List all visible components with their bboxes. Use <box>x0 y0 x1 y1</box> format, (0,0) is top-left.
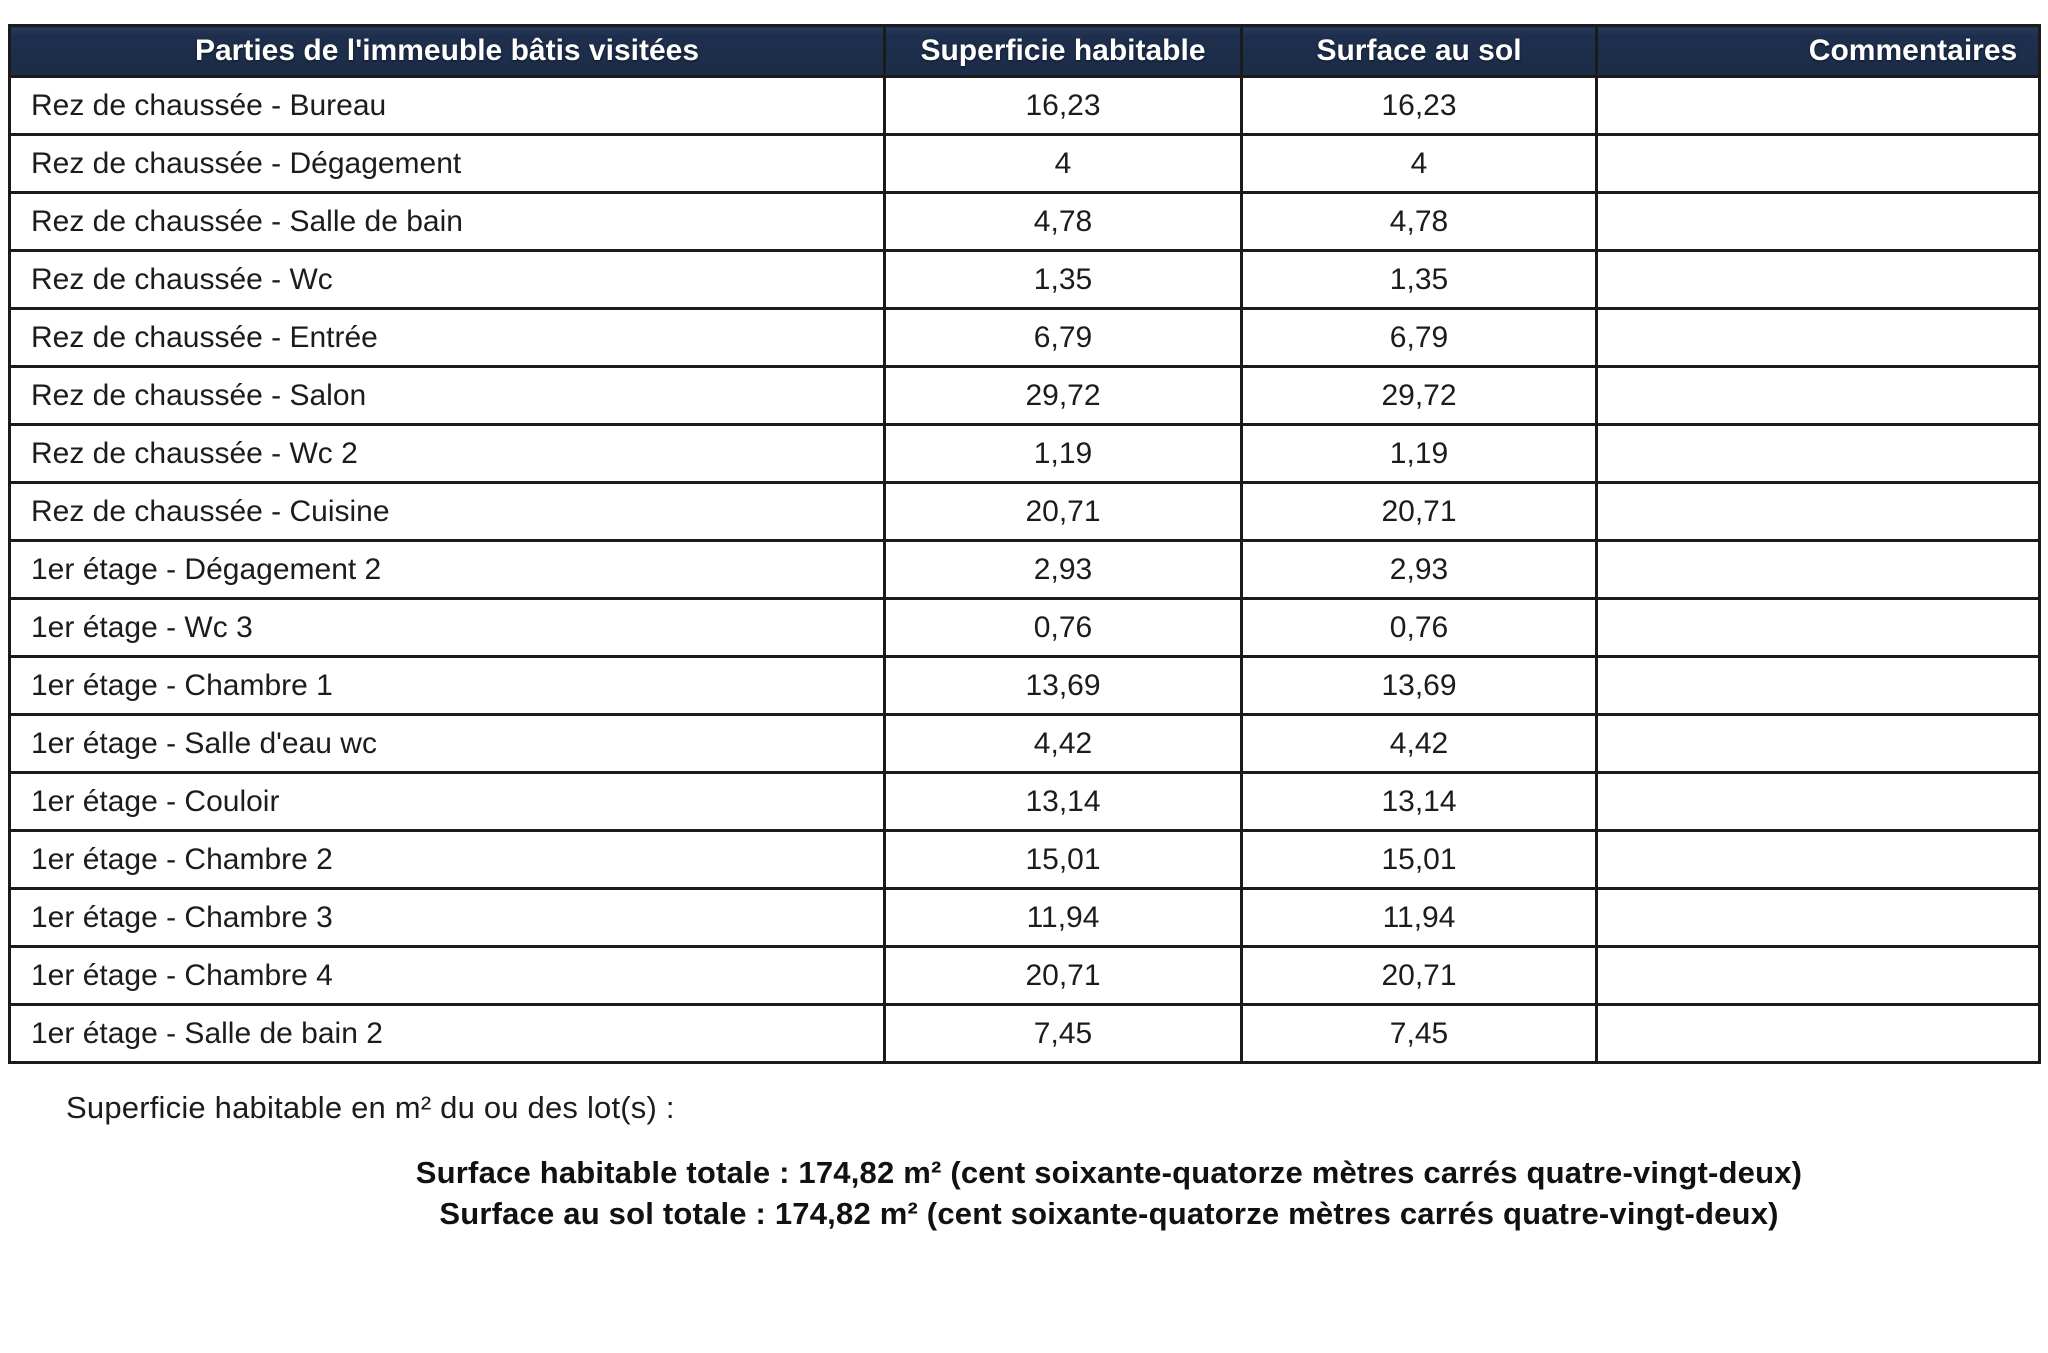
room-label: 1er étage - Dégagement 2 <box>10 541 885 599</box>
superficie-habitable-value: 20,71 <box>885 947 1242 1005</box>
superficie-habitable-value: 6,79 <box>885 309 1242 367</box>
superficie-habitable-value: 15,01 <box>885 831 1242 889</box>
superficie-habitable-value: 13,69 <box>885 657 1242 715</box>
table-row <box>10 889 2040 947</box>
room-label: Rez de chaussée - Wc 2 <box>10 425 885 483</box>
comment-cell <box>1597 773 2040 831</box>
comment-cell <box>1597 77 2040 135</box>
comment-cell <box>1597 657 2040 715</box>
table-row <box>10 947 2040 1005</box>
comment-cell <box>1597 889 2040 947</box>
comment-cell <box>1597 831 2040 889</box>
surface-au-sol-value: 4 <box>1242 135 1597 193</box>
table-header-row <box>10 26 2040 77</box>
room-label: 1er étage - Salle d'eau wc <box>10 715 885 773</box>
superficie-habitable-value: 7,45 <box>885 1005 1242 1063</box>
header-surface-au-sol: Surface au sol <box>1242 26 1597 77</box>
superficie-habitable-value: 1,35 <box>885 251 1242 309</box>
surface-au-sol-value: 1,35 <box>1242 251 1597 309</box>
comment-cell <box>1597 309 2040 367</box>
header-parties-immeuble: Parties de l'immeuble bâtis visitées <box>10 26 885 77</box>
comment-cell <box>1597 135 2040 193</box>
surface-au-sol-value: 15,01 <box>1242 831 1597 889</box>
table-row <box>10 599 2040 657</box>
table-row <box>10 773 2040 831</box>
table-row <box>10 367 2040 425</box>
surface-au-sol-value: 11,94 <box>1242 889 1597 947</box>
header-commentaires: Commentaires <box>1597 26 2040 77</box>
surface-au-sol-value: 13,69 <box>1242 657 1597 715</box>
comment-cell <box>1597 251 2040 309</box>
table-row <box>10 309 2040 367</box>
total-surface-au-sol: Surface au sol totale : 174,82 m² (cent soixante-quatorze mètres carrés quatre-vingt-deux) <box>439 1196 1779 1231</box>
superficie-habitable-value: 29,72 <box>885 367 1242 425</box>
header-superficie-habitable: Superficie habitable <box>885 26 1242 77</box>
table-row <box>10 135 2040 193</box>
room-label: 1er étage - Chambre 3 <box>10 889 885 947</box>
room-label: Rez de chaussée - Salon <box>10 367 885 425</box>
superficie-habitable-value: 1,19 <box>885 425 1242 483</box>
room-label: Rez de chaussée - Bureau <box>10 77 885 135</box>
surface-au-sol-value: 2,93 <box>1242 541 1597 599</box>
superficie-habitable-value: 2,93 <box>885 541 1242 599</box>
surface-au-sol-value: 1,19 <box>1242 425 1597 483</box>
table-row <box>10 193 2040 251</box>
room-label: Rez de chaussée - Cuisine <box>10 483 885 541</box>
superficie-habitable-value: 11,94 <box>885 889 1242 947</box>
surface-au-sol-value: 6,79 <box>1242 309 1597 367</box>
lots-caption: Superficie habitable en m² du ou des lot(s) : <box>66 1090 675 1125</box>
surface-au-sol-value: 0,76 <box>1242 599 1597 657</box>
superficie-habitable-value: 20,71 <box>885 483 1242 541</box>
room-label: 1er étage - Couloir <box>10 773 885 831</box>
surface-measurement-table <box>8 24 2041 1064</box>
room-label: Rez de chaussée - Entrée <box>10 309 885 367</box>
table-row <box>10 77 2040 135</box>
table-row <box>10 831 2040 889</box>
room-label: 1er étage - Salle de bain 2 <box>10 1005 885 1063</box>
superficie-habitable-value: 16,23 <box>885 77 1242 135</box>
surface-au-sol-value: 16,23 <box>1242 77 1597 135</box>
table-row <box>10 425 2040 483</box>
surface-au-sol-value: 13,14 <box>1242 773 1597 831</box>
comment-cell <box>1597 1005 2040 1063</box>
table-row <box>10 251 2040 309</box>
table-row <box>10 657 2040 715</box>
superficie-habitable-value: 0,76 <box>885 599 1242 657</box>
total-surface-habitable: Surface habitable totale : 174,82 m² (cent soixante-quatorze mètres carrés quatre-vingt-deux) <box>415 1155 1803 1190</box>
room-label: 1er étage - Chambre 4 <box>10 947 885 1005</box>
surface-au-sol-value: 4,78 <box>1242 193 1597 251</box>
table-body <box>10 77 2040 1063</box>
table-row <box>10 483 2040 541</box>
surface-au-sol-value: 20,71 <box>1242 947 1597 1005</box>
surface-au-sol-value: 7,45 <box>1242 1005 1597 1063</box>
room-label: Rez de chaussée - Salle de bain <box>10 193 885 251</box>
room-label: 1er étage - Wc 3 <box>10 599 885 657</box>
comment-cell <box>1597 541 2040 599</box>
room-label: 1er étage - Chambre 2 <box>10 831 885 889</box>
comment-cell <box>1597 947 2040 1005</box>
room-label: Rez de chaussée - Wc <box>10 251 885 309</box>
surface-au-sol-value: 4,42 <box>1242 715 1597 773</box>
comment-cell <box>1597 367 2040 425</box>
table-row <box>10 715 2040 773</box>
room-label: 1er étage - Chambre 1 <box>10 657 885 715</box>
superficie-habitable-value: 4,78 <box>885 193 1242 251</box>
superficie-habitable-value: 13,14 <box>885 773 1242 831</box>
table-row <box>10 541 2040 599</box>
table-row <box>10 1005 2040 1063</box>
totals-block <box>0 1152 2048 1234</box>
surface-au-sol-value: 20,71 <box>1242 483 1597 541</box>
superficie-habitable-value: 4 <box>885 135 1242 193</box>
comment-cell <box>1597 599 2040 657</box>
room-label: Rez de chaussée - Dégagement <box>10 135 885 193</box>
comment-cell <box>1597 193 2040 251</box>
superficie-habitable-value: 4,42 <box>885 715 1242 773</box>
surface-au-sol-value: 29,72 <box>1242 367 1597 425</box>
comment-cell <box>1597 425 2040 483</box>
comment-cell <box>1597 483 2040 541</box>
comment-cell <box>1597 715 2040 773</box>
